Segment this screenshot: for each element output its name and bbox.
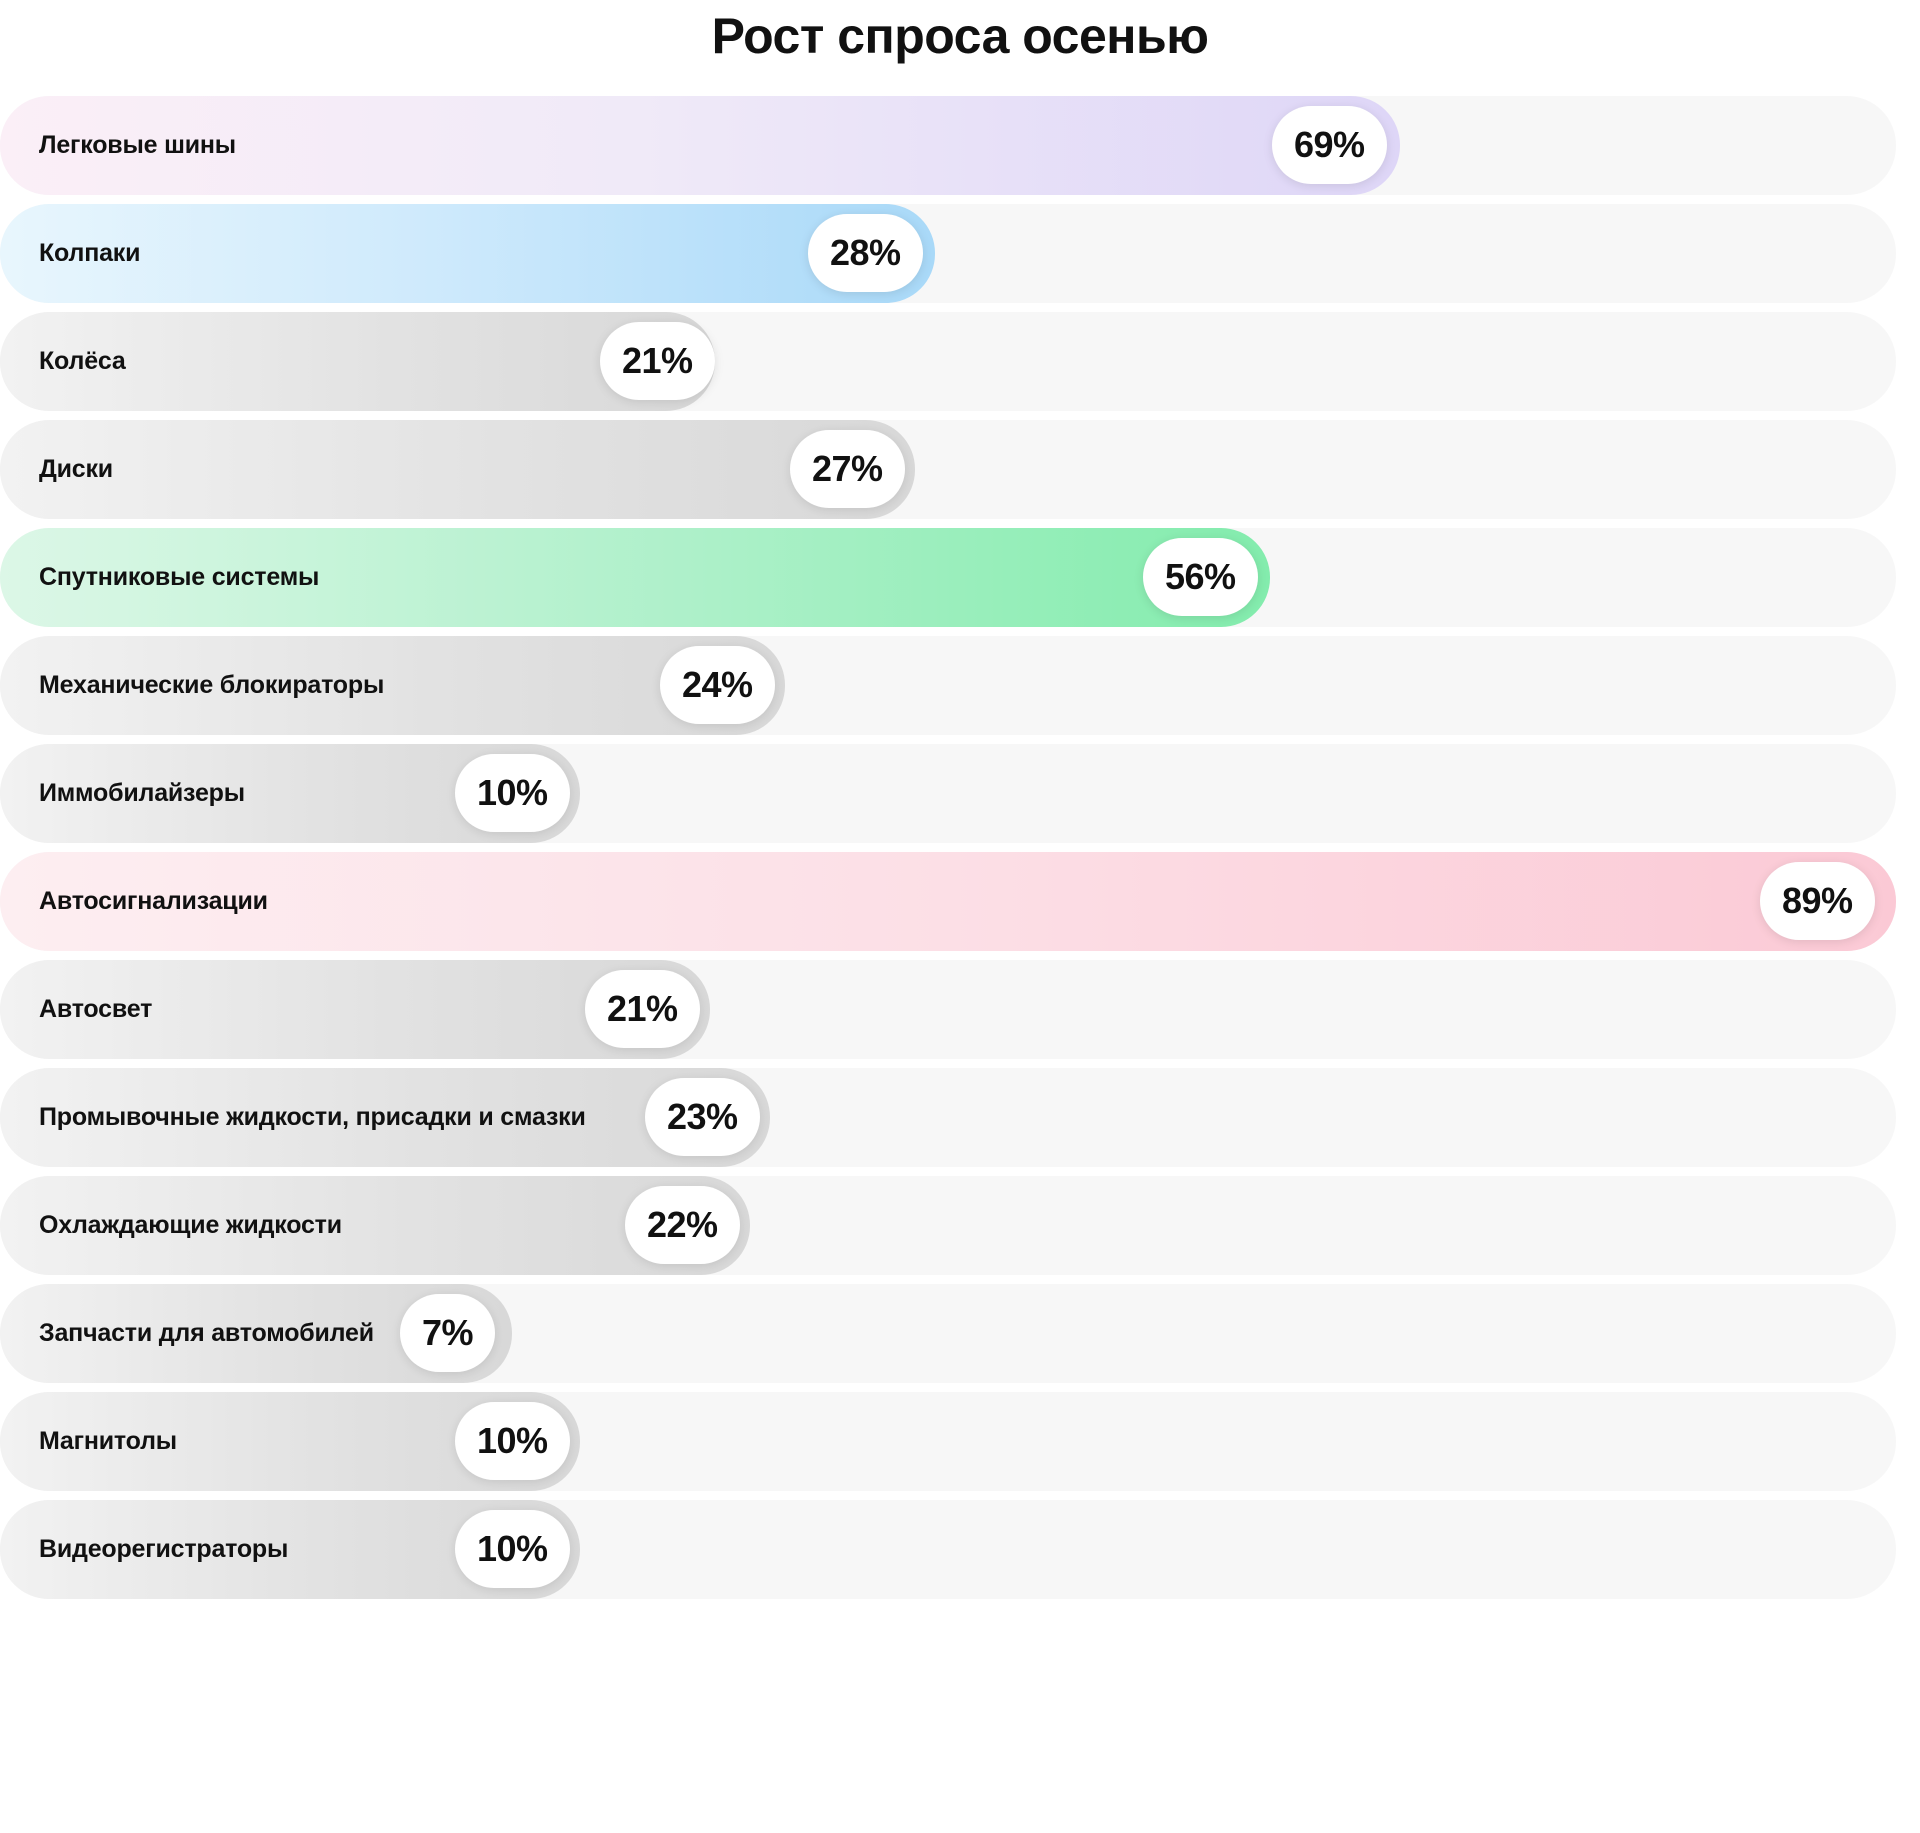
chart-row: [0, 852, 1908, 951]
chart-row: [0, 1176, 1908, 1275]
bar-label: Видеорегистраторы: [39, 1534, 289, 1563]
chart-row: [0, 96, 1908, 195]
chart-row: [0, 1068, 1908, 1167]
chart-row: [0, 1392, 1908, 1491]
bar-chart: [0, 96, 1920, 1599]
bar-label: Легковые шины: [39, 130, 236, 159]
chart-row: [0, 960, 1908, 1059]
bar-label: Колёса: [39, 346, 126, 375]
chart-row: [0, 1284, 1908, 1383]
bar-label: Автосвет: [39, 994, 153, 1023]
chart-row: [0, 312, 1908, 411]
bar-value-pill: 22%: [625, 1186, 740, 1264]
bar-label: Охлаждающие жидкости: [39, 1210, 342, 1239]
chart-row: [0, 1500, 1908, 1599]
chart-row: [0, 744, 1908, 843]
bar-value-pill: 7%: [400, 1294, 495, 1372]
bar-value-pill: 28%: [808, 214, 923, 292]
page-title: Рост спроса осенью: [711, 8, 1209, 64]
chart-row: [0, 636, 1908, 735]
bar-label: Механические блокираторы: [39, 670, 385, 699]
bar-value-pill: 21%: [600, 322, 715, 400]
bar-label: Магнитолы: [39, 1426, 177, 1455]
chart-row: [0, 528, 1908, 627]
bar-value-pill: 23%: [645, 1078, 760, 1156]
bar-label: Запчасти для автомобилей: [39, 1318, 374, 1347]
chart-row: [0, 420, 1908, 519]
bar-fill: [0, 420, 915, 519]
bar-value-pill: 24%: [660, 646, 775, 724]
bar-label: Промывочные жидкости, присадки и смазки: [39, 1102, 586, 1131]
bar-value-pill: 10%: [455, 1510, 570, 1588]
bar-value-pill: 56%: [1143, 538, 1258, 616]
bar-value-pill: 10%: [455, 754, 570, 832]
bar-value-pill: 69%: [1272, 106, 1387, 184]
bar-fill: [0, 852, 1896, 951]
bar-value-pill: 89%: [1760, 862, 1875, 940]
bar-label: Диски: [39, 454, 113, 483]
bar-value-pill: 27%: [790, 430, 905, 508]
bar-label: Колпаки: [39, 238, 141, 267]
bar-label: Спутниковые системы: [39, 562, 320, 591]
bar-label: Иммобилайзеры: [39, 778, 245, 807]
bar-value-pill: 10%: [455, 1402, 570, 1480]
bar-value-pill: 21%: [585, 970, 700, 1048]
chart-row: [0, 204, 1908, 303]
bar-label: Автосигнализации: [39, 886, 268, 915]
